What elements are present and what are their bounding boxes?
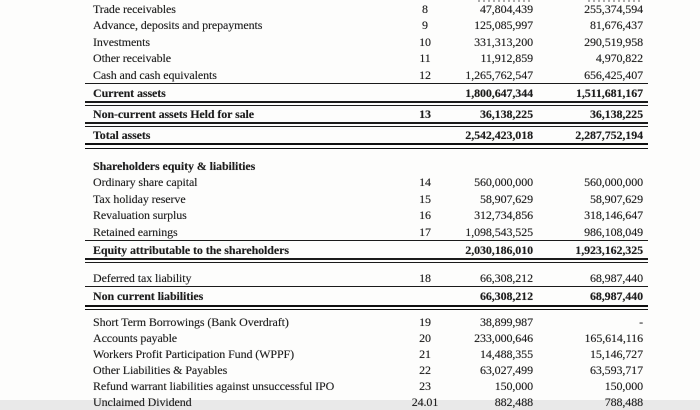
row-label: Advance, deposits and prepayments (93, 18, 263, 33)
amount-current-period: 36,138,225 (479, 106, 533, 121)
note-number: 18 (419, 270, 431, 285)
amount-prior-period: 1,511,681,167 (575, 85, 643, 100)
line-item-row (85, 34, 648, 50)
amount-prior-period: 4,970,822 (595, 51, 643, 66)
note-number: 22 (419, 363, 431, 378)
amount-prior-period: 986,108,049 (584, 224, 643, 239)
row-spacer (85, 263, 648, 270)
amount-prior-period: 15,146,727 (589, 347, 643, 362)
amount-current-period: 1,098,543,525 (465, 224, 533, 239)
amount-prior-period: 255,374,594 (584, 2, 643, 16)
amount-prior-period: 656,425,407 (584, 67, 643, 82)
line-item-row (85, 207, 648, 223)
total-row (85, 85, 648, 102)
amount-prior-period: 36,138,225 (589, 106, 643, 121)
line-item-row (85, 17, 648, 33)
amount-prior-period: 318,146,647 (584, 208, 643, 223)
line-item-row (85, 362, 648, 378)
amount-current-period: 66,308,212 (479, 289, 533, 304)
note-number: 23 (419, 379, 431, 394)
amount-prior-period: 788,488 (604, 395, 643, 410)
row-label: Investments (93, 34, 150, 49)
line-item-row (85, 378, 648, 394)
note-number: 12 (419, 67, 431, 82)
note-number: 14 (419, 175, 431, 190)
balance-sheet-table (85, 1, 648, 410)
amount-current-period: 882,488 (494, 395, 533, 410)
note-number: 16 (419, 208, 431, 223)
line-item-row (85, 330, 648, 346)
amount-current-period: 233,000,646 (474, 331, 533, 346)
amount-current-period: 38,899,987 (479, 315, 533, 330)
row-label: Trade receivables (93, 2, 176, 16)
amount-prior-period: 63,593,717 (589, 363, 643, 378)
line-item-row (85, 174, 648, 190)
note-number: 10 (419, 34, 431, 49)
row-label: Non-current assets Held for sale (93, 106, 255, 121)
amount-current-period: 58,907,629 (479, 191, 533, 206)
amount-current-period: 2,542,423,018 (465, 127, 533, 142)
note-number: 15 (419, 191, 431, 206)
line-item-row (85, 67, 648, 83)
note-number: 13 (419, 106, 431, 121)
amount-prior-period: 68,987,440 (589, 270, 643, 285)
amount-current-period: 125,085,997 (474, 18, 533, 33)
note-number: 11 (419, 51, 431, 66)
amount-current-period: 63,027,499 (479, 363, 533, 378)
line-item-row (85, 394, 648, 410)
row-label: Accounts payable (93, 331, 178, 346)
amount-current-period: 2,030,186,010 (465, 242, 533, 257)
row-label: Unclaimed Dividend (93, 395, 192, 410)
note-number: 20 (419, 331, 431, 346)
line-item-row (85, 314, 648, 330)
row-label: Ordinary share capital (93, 175, 198, 190)
amount-current-period: 150,000 (494, 379, 533, 394)
row-label: Other Liabilities & Payables (93, 363, 228, 378)
row-label: Tax holiday reserve (93, 191, 186, 206)
note-number: 9 (422, 18, 428, 33)
amount-current-period: 331,313,200 (474, 34, 533, 49)
row-label: Total assets (93, 127, 151, 142)
line-item-row (85, 346, 648, 362)
amount-prior-period: 560,000,000 (584, 175, 643, 190)
note-number: 17 (419, 224, 431, 239)
amount-current-period: 312,734,856 (474, 208, 533, 223)
amount-prior-period: 290,519,958 (584, 34, 643, 49)
row-label: Current assets (93, 85, 166, 100)
section-header-row (85, 158, 648, 174)
line-item-row (85, 50, 648, 66)
total-row (85, 242, 648, 259)
note-number: 21 (419, 347, 431, 362)
total-row (85, 106, 648, 123)
row-label: Deferred tax liability (93, 270, 192, 285)
amount-current-period: 1,265,762,547 (465, 67, 533, 82)
amount-current-period: 1,800,647,344 (465, 85, 533, 100)
row-label: Non current liabilities (93, 289, 204, 304)
line-item-row (85, 191, 648, 207)
amount-prior-period: 68,987,440 (589, 289, 643, 304)
line-item-row (85, 224, 648, 240)
total-row (85, 288, 648, 305)
row-spacer (85, 149, 648, 158)
amount-prior-period: 2,287,752,194 (575, 127, 643, 142)
amount-current-period: 560,000,000 (474, 175, 533, 190)
amount-current-period: 11,912,859 (480, 51, 533, 66)
amount-prior-period: 58,907,629 (589, 191, 643, 206)
row-label: Retained earnings (93, 224, 178, 239)
row-label: Refund warrant liabilities against unsuccessful IPO (93, 379, 335, 394)
row-label: Workers Profit Participation Fund (WPPF) (93, 347, 295, 362)
row-label: Revaluation surplus (93, 208, 187, 223)
note-number: 24.01 (411, 395, 439, 410)
note-number: 19 (419, 315, 431, 330)
amount-prior-period: 1,923,162,325 (575, 242, 643, 257)
total-row (85, 127, 648, 144)
row-label: Equity attributable to the shareholders (93, 242, 289, 257)
row-label: Cash and cash equivalents (93, 67, 217, 82)
row-label: Other receivable (93, 51, 172, 66)
amount-current-period: 47,804,439 (479, 2, 533, 16)
amount-prior-period: - (639, 315, 643, 330)
amount-prior-period: 81,676,437 (589, 18, 643, 33)
amount-prior-period: 165,614,116 (584, 331, 643, 346)
amount-current-period: 14,488,355 (479, 347, 533, 362)
amount-prior-period: 150,000 (604, 379, 643, 394)
note-number: 8 (422, 2, 428, 16)
row-label: Short Term Borrowings (Bank Overdraft) (93, 315, 289, 330)
line-item-row (85, 270, 648, 286)
amount-current-period: 66,308,212 (479, 270, 533, 285)
line-item-row (85, 1, 648, 17)
row-label: Shareholders equity & liabilities (93, 158, 256, 173)
